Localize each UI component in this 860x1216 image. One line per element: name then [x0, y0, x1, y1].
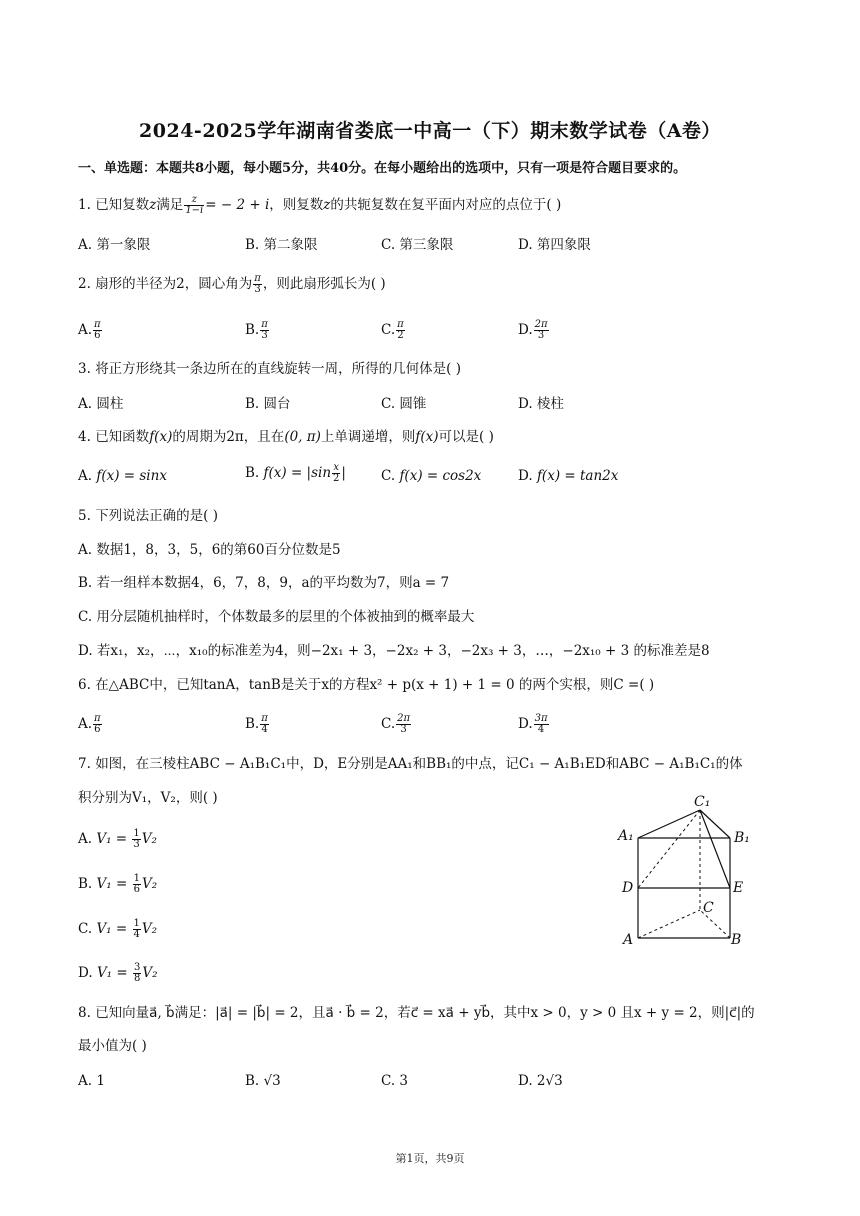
label-e: E	[733, 880, 744, 896]
edge-a1c1	[638, 810, 700, 838]
option-c	[381, 320, 406, 341]
question-5	[78, 507, 218, 525]
fraction-numerator: z	[184, 195, 204, 206]
option-a	[78, 320, 103, 341]
fraction	[534, 714, 549, 735]
math-expr: V₂	[141, 921, 158, 937]
option-label: B.	[245, 716, 260, 732]
fraction-denominator: 3	[261, 330, 268, 341]
option-label: A.	[78, 716, 93, 732]
fraction	[184, 195, 204, 216]
fraction	[253, 274, 262, 295]
option-label: A.	[78, 322, 93, 338]
fraction-denominator: 4	[537, 724, 545, 735]
question-6	[78, 676, 654, 694]
fraction	[93, 714, 102, 735]
option-label: C.	[381, 468, 396, 484]
math-expr: V₁ =	[96, 831, 132, 847]
option-label: A.	[78, 468, 93, 484]
question-1	[78, 195, 561, 216]
math-expr: f(x) = cos2x	[399, 468, 482, 484]
fraction-denominator: 6	[94, 724, 101, 735]
option-c	[381, 467, 481, 485]
option-a: A. 圆柱	[78, 396, 124, 412]
option-b	[245, 714, 270, 735]
fraction-denominator: 6	[94, 330, 101, 341]
option-a: A. 1	[78, 1073, 105, 1089]
option-a: A. 数据1，8，3，5，6的第60百分位数是5	[78, 542, 341, 558]
fraction-numerator: 3π	[534, 713, 548, 724]
fraction-denominator: 3	[254, 284, 261, 295]
fraction-denominator: 2	[333, 473, 340, 484]
option-d: D. 第四象限	[518, 237, 591, 253]
option-a	[78, 829, 157, 850]
option-d: D. 棱柱	[518, 396, 564, 412]
option-c	[78, 919, 157, 940]
page-title: 2024-2025学年湖南省娄底一中高一（下）期末数学试卷（A卷）	[139, 120, 721, 142]
option-c	[381, 714, 412, 735]
question-number: 2.	[78, 276, 91, 292]
fraction-numerator: π	[94, 319, 101, 330]
question-4	[78, 428, 494, 446]
option-d: D. 2√3	[518, 1073, 563, 1089]
stem-text: ，则此扇形弧长为( )	[262, 276, 386, 292]
option-c: C. 3	[381, 1073, 409, 1089]
fraction-numerator: 2π	[534, 319, 548, 330]
fraction-numerator: π	[397, 319, 404, 330]
label-b1: B₁	[734, 830, 750, 846]
option-label: D.	[518, 322, 533, 338]
question-number: 3.	[78, 361, 91, 377]
fraction-denominator: 2	[397, 330, 404, 341]
option-b	[245, 320, 270, 341]
edge-c1d	[638, 810, 700, 888]
stem-text: 将正方形绕其一条边所在的直线旋转一周，所得的几何体是( )	[95, 361, 462, 377]
option-c: C. 用分层随机抽样时，个体数最多的层里的个体被抽到的概率最大	[78, 609, 475, 625]
prism-figure	[610, 792, 770, 952]
stem-text: 的共轭复数在复平面内对应的点位于( )	[330, 197, 562, 213]
stem-text: 如图，在三棱柱ABC − A₁B₁C₁中，D，E分别是AA₁和BB₁的中点，记C₁ − A₁B₁ED和ABC − A₁B₁C₁的体	[95, 756, 743, 772]
fraction	[133, 919, 141, 940]
fraction-denominator: 4	[261, 724, 268, 735]
option-d: D. 若x₁，x₂，⋯，x₁₀的标准差为4，则−2x₁ + 3，−2x₂ + 3，−2x₃ + 3，…，−2x₁₀ + 3 的标准差是8	[78, 643, 710, 659]
question-number: 1.	[78, 197, 91, 213]
math-expr: V₁ =	[96, 876, 132, 892]
math-expr: f(x)	[149, 429, 173, 445]
fraction-numerator: π	[254, 273, 261, 284]
question-8-continued: 最小值为( )	[78, 1038, 147, 1054]
fraction-numerator: 1	[133, 873, 140, 884]
fraction	[332, 463, 340, 484]
label-a1: A₁	[618, 828, 634, 844]
math-expr: V₂	[141, 831, 157, 847]
math-expr: V₂	[142, 965, 158, 981]
stem-text: 已知复数	[95, 197, 150, 213]
math-expr: V₁ =	[96, 921, 132, 937]
question-2	[78, 274, 386, 295]
option-c: C. 第三象限	[381, 237, 454, 253]
math-expr: f(x) = tan2x	[536, 468, 619, 484]
edge-c1e	[700, 810, 730, 888]
option-label: B.	[245, 322, 260, 338]
option-a: A. 第一象限	[78, 237, 151, 253]
label-a: A	[623, 932, 634, 948]
option-a	[78, 467, 167, 485]
fraction	[260, 714, 269, 735]
label-c: C	[703, 900, 714, 916]
stem-text: 在△ABC中，已知tanA，tanB是关于x的方程x² + p(x + 1) + 1 = 0 的两个实根，则C =( )	[95, 677, 655, 693]
fraction-numerator: x	[333, 462, 340, 473]
math-expr: f(x) = |sin	[263, 465, 332, 481]
option-label: D.	[518, 716, 533, 732]
option-b: B. 若一组样本数据4，6，7，8，9，a的平均数为7，则a = 7	[78, 575, 450, 591]
question-7	[78, 755, 743, 773]
fraction-numerator: π	[261, 713, 268, 724]
option-d	[78, 963, 158, 984]
label-b: B	[731, 932, 742, 948]
option-b: B. 第二象限	[245, 237, 318, 253]
math-expr: f(x) = sinx	[96, 468, 167, 484]
fraction	[396, 320, 405, 341]
fraction-denominator: 1−i	[185, 205, 204, 216]
fraction	[260, 320, 269, 341]
fraction-numerator: 1	[133, 918, 140, 929]
option-b	[245, 463, 346, 484]
fraction	[93, 320, 102, 341]
stem-text: 可以是( )	[438, 429, 494, 445]
option-a	[78, 714, 103, 735]
option-label: D.	[518, 468, 533, 484]
label-c1: C₁	[694, 794, 711, 810]
stem-text: ，则复数	[269, 197, 324, 213]
fraction-numerator: 2π	[397, 713, 411, 724]
fraction	[133, 874, 141, 895]
option-b: B. √3	[245, 1073, 281, 1089]
option-c: C. 圆锥	[381, 396, 427, 412]
stem-text: 满足	[156, 197, 184, 213]
option-d	[518, 714, 550, 735]
fraction-denominator: 3	[133, 839, 140, 850]
stem-text: 的周期为2π，且在	[172, 429, 285, 445]
fraction-numerator: 1	[133, 828, 140, 839]
option-label: B.	[78, 876, 93, 892]
fraction	[133, 963, 141, 984]
option-label: D.	[78, 965, 93, 981]
question-number: 6.	[78, 677, 91, 693]
math-expr: f(x)	[415, 429, 439, 445]
fraction-numerator: π	[94, 713, 101, 724]
question-number: 4.	[78, 429, 91, 445]
math-expr: V₂	[141, 876, 158, 892]
question-8	[78, 1004, 755, 1022]
math-expr: (0, π)	[284, 429, 321, 445]
option-d	[518, 467, 618, 485]
fraction-denominator: 4	[133, 929, 140, 940]
option-label: C.	[78, 921, 93, 937]
question-number: 8.	[78, 1005, 91, 1021]
question-number: 5.	[78, 508, 91, 524]
option-label: B.	[245, 465, 260, 481]
option-b: B. 圆台	[245, 396, 291, 412]
edge-b1c1	[700, 810, 730, 838]
math-expr: = − 2 + i	[205, 197, 270, 213]
page-footer: 第1页，共9页	[395, 1152, 465, 1165]
math-expr: V₁ =	[96, 965, 132, 981]
option-b	[78, 874, 157, 895]
stem-text: 扇形的半径为2，圆心角为	[95, 276, 253, 292]
fraction-denominator: 3	[537, 330, 545, 341]
option-d	[518, 320, 550, 341]
label-d: D	[622, 880, 634, 896]
edge-ac	[638, 910, 700, 938]
math-var: z	[323, 197, 331, 213]
fraction-numerator: π	[261, 319, 268, 330]
math-expr: |	[341, 465, 346, 481]
fraction-numerator: 3	[134, 962, 141, 973]
stem-text: 上单调递增，则	[320, 429, 416, 445]
fraction-denominator: 8	[134, 973, 141, 984]
stem-text: 已知函数	[95, 429, 150, 445]
option-label: A.	[78, 831, 93, 847]
fraction	[132, 829, 140, 850]
stem-text: 已知向量a⃗, b⃗满足：|a⃗| = |b⃗| = 2，且a⃗ · b⃗ = 2，若c⃗ = xa⃗ + yb⃗，其中x > 0，y > 0 且x + y = 2，则|c⃗|的	[95, 1005, 755, 1021]
question-7-continued: 积分别为V₁，V₂，则( )	[78, 790, 218, 806]
math-var: z	[149, 197, 157, 213]
fraction-denominator: 6	[133, 884, 140, 895]
question-number: 7.	[78, 756, 91, 772]
question-3	[78, 360, 461, 378]
option-label: C.	[381, 716, 396, 732]
option-label: C.	[381, 322, 396, 338]
fraction	[534, 320, 549, 341]
fraction-denominator: 3	[400, 724, 407, 735]
stem-text: 下列说法正确的是( )	[95, 508, 219, 524]
fraction	[396, 714, 411, 735]
section-heading: 一、单选题：本题共8小题，每小题5分，共40分。在每小题给出的选项中，只有一项是符合题目要求的。	[78, 161, 687, 176]
